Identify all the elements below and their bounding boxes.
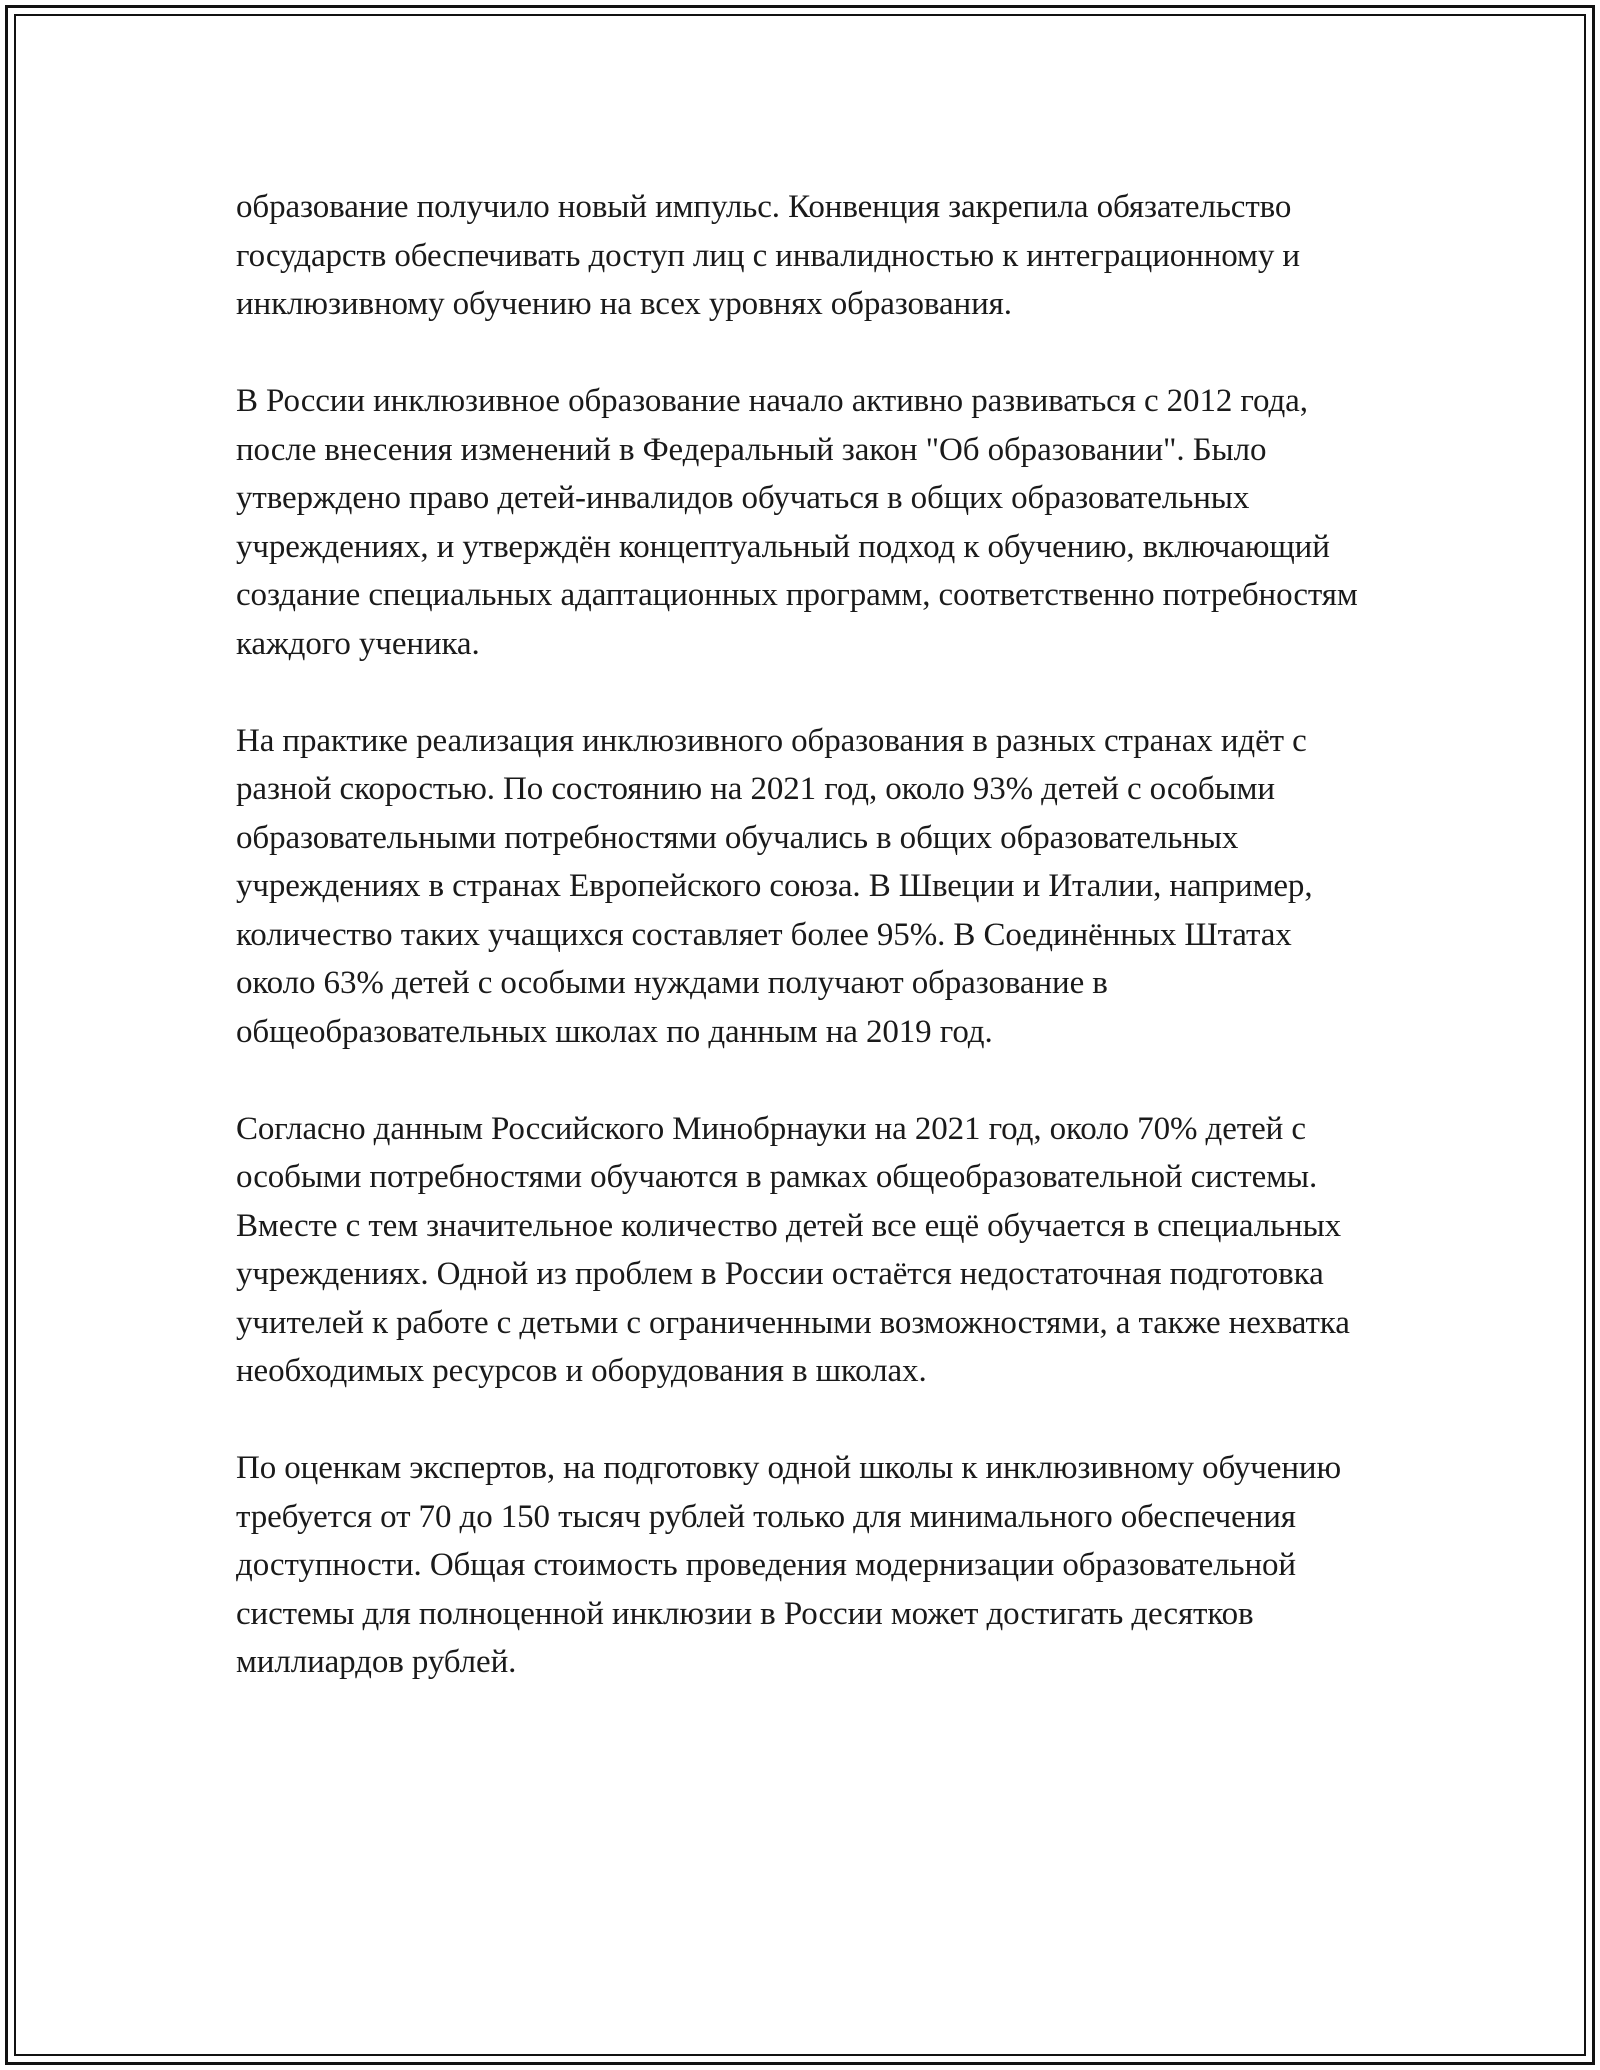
paragraph-expert-estimates: По оценкам экспертов, на подготовку одной школы к инклюзивному обучению требуется от 70 до 150 тысяч рублей только для минимального обеспечения доступности. Общая стоимость проведения модернизации образовательной системы для полноценной инклюзии в России может достигать десятков миллиардов рублей. — [236, 1450, 1342, 1680]
paragraph-practice-statistics: На практике реализация инклюзивного образования в разных странах идёт с разной скоростью. По состоянию на 2021 год, около 93% детей с особыми образовательными потребностями обучались в общих образовательных учреждениях в странах Европейского союза. В Швеции и Италии, например, количество таких учащихся составляет более 95%. В Соединённых Штатах около 63% детей с особыми нуждами получают образование в общеобразовательных школах по данным на 2019 год. — [236, 722, 1313, 1050]
paragraph-minobrnauki-data: Согласно данным Российского Минобрнауки на 2021 год, около 70% детей с особыми потребностями обучаются в рамках общеобразовательной системы. Вместе с тем значительное количество детей все ещё обучается в специальных учреждениях. Одной из проблем в России остаётся недостаточная подготовка учителей к работе с детьми с ограниченными возможностями, а также нехватка необходимых ресурсов и оборудования в школах. — [236, 1110, 1350, 1389]
document-body — [236, 183, 1366, 1735]
paragraph-convention: образование получило новый импульс. Конвенция закрепила обязательство государств обеспечивать доступ лиц с инвалидностью к интеграционному и инклюзивному обучению на всех уровнях образования. — [236, 189, 1300, 322]
paragraph-russia-2012: В России инклюзивное образование начало активно развиваться с 2012 года, после внесения изменений в Федеральный закон "Об образовании". Было утверждено право детей-инвалидов обучаться в общих образовательных учреждениях, и утверждён концептуальный подход к обучению, включающий создание специальных адаптационных программ, соответственно потребностям каждого ученика. — [236, 383, 1358, 662]
